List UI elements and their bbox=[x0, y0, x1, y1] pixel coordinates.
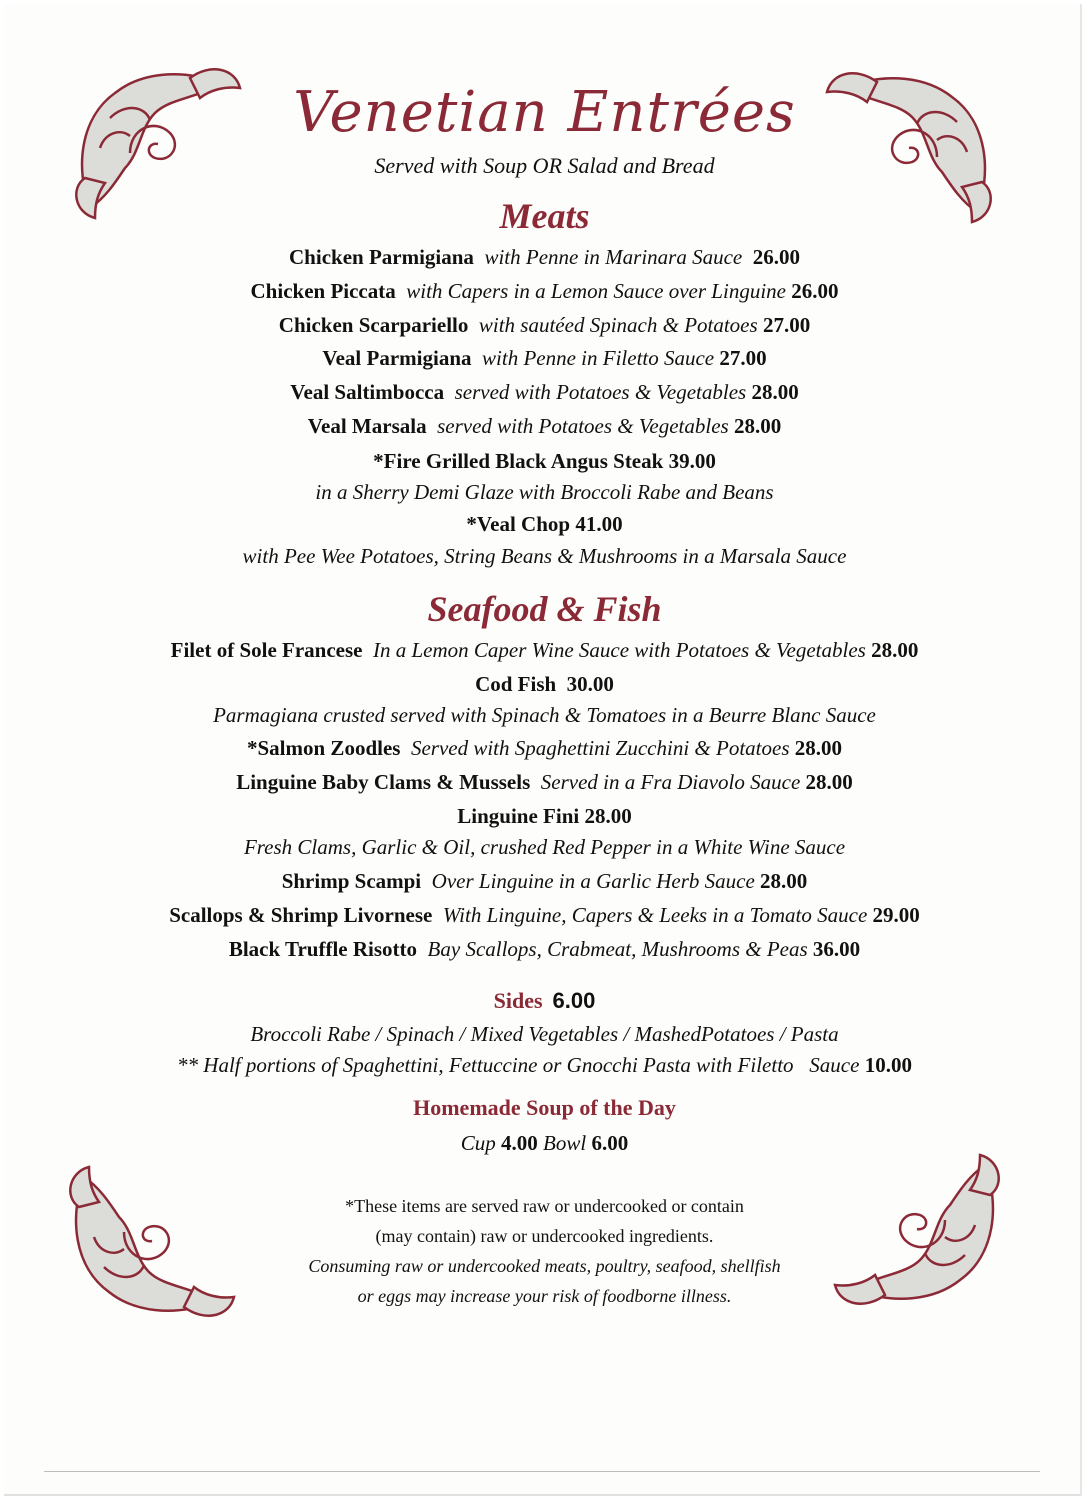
item-name: Chicken Scarpariello bbox=[278, 313, 469, 337]
item-desc: with sautéed Spinach & Potatoes bbox=[478, 313, 758, 337]
item-description-line: in a Sherry Demi Glaze with Broccoli Rabe and Beans bbox=[315, 480, 774, 504]
item-name: Chicken Piccata bbox=[250, 279, 396, 303]
item-price: 39.00 bbox=[668, 449, 716, 473]
disclaimer-line-1: *These items are served raw or undercooked or contain bbox=[345, 1196, 744, 1216]
item-description-line: Fresh Clams, Garlic & Oil, crushed Red Pepper in a White Wine Sauce bbox=[243, 835, 846, 859]
sides-label: Sides bbox=[493, 988, 543, 1013]
disclaimer-line-2: (may contain) raw or undercooked ingredients. bbox=[375, 1226, 714, 1246]
section-heading-seafood: Seafood & Fish bbox=[427, 589, 662, 629]
sides-price: 6.00 bbox=[552, 988, 596, 1013]
item-desc: with Penne in Marinara Sauce bbox=[484, 245, 743, 269]
item-name: Scallops & Shrimp Livornese bbox=[169, 903, 433, 927]
menu-item bbox=[0, 802, 1089, 830]
item-desc: With Linguine, Capers & Leeks in a Tomato Sauce bbox=[442, 903, 868, 927]
item-price: 36.00 bbox=[812, 937, 861, 961]
item-description-line: Parmagiana crusted served with Spinach & Tomatoes in a Beurre Blanc Sauce bbox=[213, 703, 876, 727]
item-name: Filet of Sole Francese bbox=[170, 638, 363, 662]
item-name: Chicken Parmigiana bbox=[289, 245, 474, 269]
menu-item bbox=[0, 768, 1089, 796]
menu-item bbox=[0, 670, 1089, 698]
half-portions-line bbox=[0, 1051, 1089, 1079]
menu-item bbox=[0, 935, 1089, 963]
item-desc: served with Potatoes & Vegetables bbox=[454, 380, 747, 404]
menu-item bbox=[0, 447, 1089, 475]
item-desc: with Capers in a Lemon Sauce over Linguine bbox=[406, 279, 786, 303]
item-desc: served with Potatoes & Vegetables bbox=[437, 414, 729, 438]
menu-item bbox=[0, 636, 1089, 664]
item-name: *Fire Grilled Black Angus Steak bbox=[373, 449, 664, 473]
item-name: *Salmon Zoodles bbox=[247, 736, 401, 760]
sides-heading bbox=[0, 988, 1089, 1014]
menu-item bbox=[0, 510, 1089, 538]
item-price: 28.00 bbox=[751, 380, 799, 404]
soup-prices bbox=[0, 1129, 1089, 1157]
menu-item bbox=[0, 412, 1089, 440]
soup-heading: Homemade Soup of the Day bbox=[413, 1095, 676, 1120]
cup-label: Cup bbox=[460, 1131, 496, 1155]
item-desc: In a Lemon Caper Wine Sauce with Potatoes & Vegetables bbox=[373, 638, 866, 662]
item-price: 28.00 bbox=[805, 770, 853, 794]
menu-item bbox=[0, 867, 1089, 895]
disclaimer-line-3: Consuming raw or undercooked meats, poultry, seafood, shellfish bbox=[308, 1256, 781, 1276]
item-name: Veal Parmigiana bbox=[322, 346, 472, 370]
item-desc: with Penne in Filetto Sauce bbox=[482, 346, 715, 370]
item-price: 29.00 bbox=[872, 903, 920, 927]
menu-title: Venetian Entrées bbox=[293, 80, 796, 145]
item-name: Veal Marsala bbox=[307, 414, 427, 438]
item-price: 28.00 bbox=[584, 804, 632, 828]
item-price: 30.00 bbox=[566, 672, 614, 696]
item-price: 27.00 bbox=[762, 313, 811, 337]
sides-list: Broccoli Rabe / Spinach / Mixed Vegetables / MashedPotatoes / Pasta bbox=[250, 1022, 839, 1046]
disclaimer-line-4: or eggs may increase your risk of foodborne illness. bbox=[357, 1286, 732, 1306]
section-heading-meats: Meats bbox=[499, 196, 590, 236]
item-desc: Served in a Fra Diavolo Sauce bbox=[540, 770, 801, 794]
item-price: 28.00 bbox=[871, 638, 919, 662]
item-price: 28.00 bbox=[733, 414, 782, 438]
menu-item bbox=[0, 344, 1089, 372]
item-price: 28.00 bbox=[794, 736, 842, 760]
menu-item bbox=[0, 311, 1089, 339]
item-desc: Served with Spaghettini Zucchini & Potatoes bbox=[410, 736, 790, 760]
item-name: Shrimp Scampi bbox=[281, 869, 422, 893]
menu-item bbox=[0, 734, 1089, 762]
item-name: Linguine Baby Clams & Mussels bbox=[236, 770, 531, 794]
half-portions-desc: ** Half portions of Spaghettini, Fettuccine or Gnocchi Pasta with Filetto Sauce bbox=[177, 1053, 860, 1077]
item-name: Linguine Fini bbox=[457, 804, 580, 828]
item-name: Veal Saltimbocca bbox=[290, 380, 445, 404]
cup-price: 4.00 bbox=[501, 1131, 538, 1155]
bowl-label: Bowl bbox=[543, 1131, 587, 1155]
item-price: 41.00 bbox=[575, 512, 623, 536]
item-price: 28.00 bbox=[760, 869, 808, 893]
item-desc: Over Linguine in a Garlic Herb Sauce bbox=[431, 869, 755, 893]
menu-item bbox=[0, 277, 1089, 305]
item-name: *Veal Chop bbox=[466, 512, 571, 536]
item-desc: Bay Scallops, Crabmeat, Mushrooms & Peas bbox=[427, 937, 808, 961]
menu-item bbox=[0, 378, 1089, 406]
half-portions-price: 10.00 bbox=[864, 1053, 912, 1077]
item-description-line: with Pee Wee Potatoes, String Beans & Mushrooms in a Marsala Sauce bbox=[242, 544, 847, 568]
item-name: Black Truffle Risotto bbox=[228, 937, 418, 961]
menu-subtitle: Served with Soup OR Salad and Bread bbox=[374, 153, 715, 178]
menu-item bbox=[0, 901, 1089, 929]
item-price: 26.00 bbox=[752, 245, 800, 269]
bowl-price: 6.00 bbox=[591, 1131, 629, 1155]
menu-item bbox=[0, 243, 1089, 271]
page-fold-line bbox=[44, 1471, 1040, 1472]
item-name: Cod Fish bbox=[475, 672, 557, 696]
item-price: 27.00 bbox=[719, 346, 767, 370]
item-price: 26.00 bbox=[791, 279, 839, 303]
